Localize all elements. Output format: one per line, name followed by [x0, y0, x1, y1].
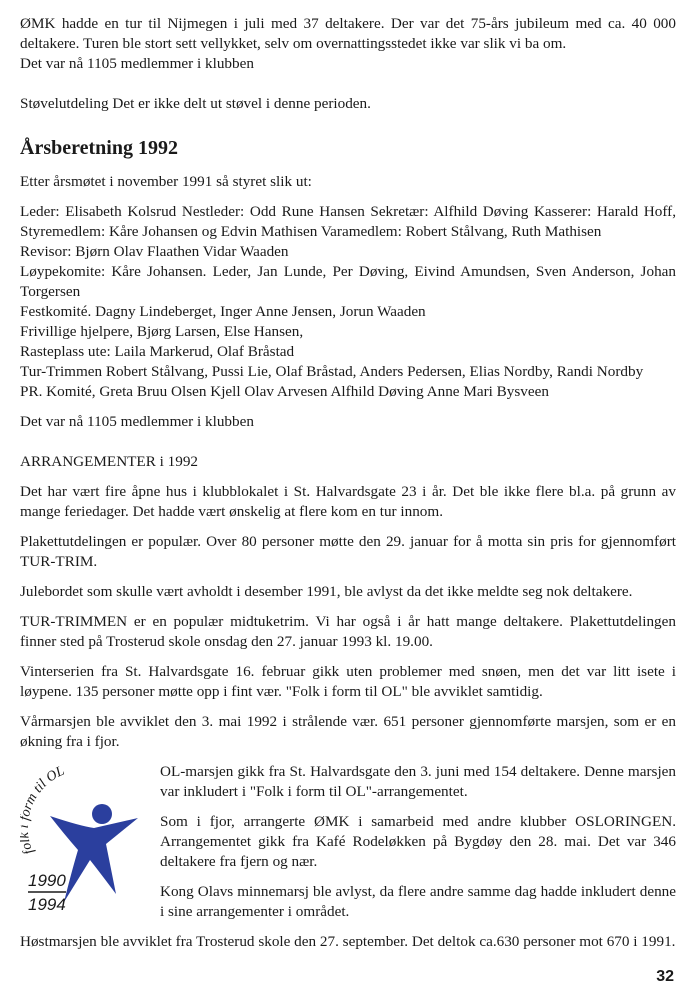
intro-paragraph-nijmegen: ØMK hadde en tur til Nijmegen i juli med 37 deltakere. Der var det 75-års jubileum med ca. 40 000 deltakere. Turen ble stort sett vellykket, selv om overnattingsstedet ikke var slik vi ba om. — [20, 15, 676, 52]
intro-boot-award: Støvelutdeling Det er ikke delt ut støvel i denne perioden. — [20, 95, 371, 112]
document-page — [20, 14, 676, 952]
svg-text:folk i form til OL — [20, 764, 67, 857]
board-line: Festkomité. Dagny Lindeberget, Inger Anne Jensen, Jorun Waaden — [20, 303, 426, 320]
event-paragraph: Det har vært fire åpne hus i klubblokalet i St. Halvardsgate 23 i år. Det ble ikke flere bl.a. på grunn av mange feriedager. Det hadde vært ønskelig at flere kom en tur innom. — [20, 483, 676, 520]
event-paragraph: OL-marsjen gikk fra St. Halvardsgate den 3. juni med 154 deltakere. Denne marsjen var inkludert i "Folk i form til OL"-arrangementet. — [160, 763, 676, 800]
board-line: Leder: Elisabeth Kolsrud Nestleder: Odd Rune Hansen Sekretær: Alfhild Døving Kasserer: Harald Hoff, Styremedlem: Kåre Johansen og Edvin Mathisen Varamedlem: Robert Stålvang, Ruth Mathisen — [20, 203, 676, 240]
report-member-count: Det var nå 1105 medlemmer i klubben — [20, 413, 254, 430]
event-paragraph: Vårmarsjen ble avviklet den 3. mai 1992 i strålende vær. 651 personer gjennomførte marsjen, som er en økning fra i fjor. — [20, 713, 676, 750]
board-list — [20, 202, 676, 402]
board-line: PR. Komité, Greta Bruu Olsen Kjell Olav Arvesen Alfhild Døving Anne Mari Bysveen — [20, 383, 549, 400]
events-heading: ARRANGEMENTER i 1992 — [20, 453, 199, 470]
report-heading: Årsberetning 1992 — [20, 137, 178, 159]
board-line: Frivillige hjelpere, Bjørg Larsen, Else Hansen, — [20, 323, 304, 340]
event-paragraph: Vinterserien fra St. Halvardsgate 16. februar gikk uten problemer med snøen, men det var litt isete i løypene. 135 personer møtte opp i fint vær. "Folk i form til OL" ble avviklet samtidig. — [20, 663, 676, 700]
board-line: Løypekomite: Kåre Johansen. Leder, Jan Lunde, Per Døving, Eivind Amundsen, Sven Anderson, Johan Torgersen — [20, 263, 676, 300]
event-paragraph: Julebordet som skulle vært avholdt i desember 1991, ble avlyst da det ikke meldte seg nok deltakere. — [20, 583, 633, 600]
event-paragraph: TUR-TRIMMEN er en populær midtuketrim. Vi har også i år hatt mange deltakere. Plakettutdelingen finner sted på Trosterud skole onsdag den 27. januar 1993 kl. 19.00. — [20, 613, 676, 650]
ol-section — [20, 762, 676, 932]
intro-member-count: Det var nå 1105 medlemmer i klubben — [20, 55, 254, 72]
event-paragraph: Plakettutdelingen er populær. Over 80 personer møtte den 29. januar for å motta sin pris for gjennomført TUR-TRIM. — [20, 533, 676, 570]
event-paragraph: Kong Olavs minnemarsj ble avlyst, da flere andre samme dag hadde inkludert denne i sine arrangementer i området. — [160, 883, 676, 920]
board-line: Tur-Trimmen Robert Stålvang, Pussi Lie, Olaf Bråstad, Anders Pedersen, Elias Nordby, Randi Nordby — [20, 363, 644, 380]
board-line: Revisor: Bjørn Olav Flaathen Vidar Waaden — [20, 243, 289, 260]
folk-i-form-logo — [20, 762, 160, 922]
folk-i-form-figure-icon — [20, 762, 160, 922]
logo-year-top: 1990 — [28, 871, 66, 890]
report-lead: Etter årsmøtet i november 1991 så styret slik ut: — [20, 173, 312, 190]
event-paragraph-autumn-march: Høstmarsjen ble avviklet fra Trosterud skole den 27. september. Det deltok ca.630 personer mot 670 i 1991. — [20, 933, 676, 950]
page-number: 32 — [656, 968, 674, 985]
logo-year-bottom: 1994 — [28, 895, 66, 914]
event-paragraph: Som i fjor, arrangerte ØMK i samarbeid med andre klubber OSLORINGEN. Arrangementet gikk fra Kafé Rodeløkken på Bygdøy den 28. mai. Det var 346 deltakere fra fjern og nær. — [160, 813, 676, 870]
logo-arc-text: fo rm til OL — [20, 763, 67, 857]
board-line: Rasteplass ute: Laila Markerud, Olaf Bråstad — [20, 343, 295, 360]
ol-text-column — [160, 762, 676, 932]
